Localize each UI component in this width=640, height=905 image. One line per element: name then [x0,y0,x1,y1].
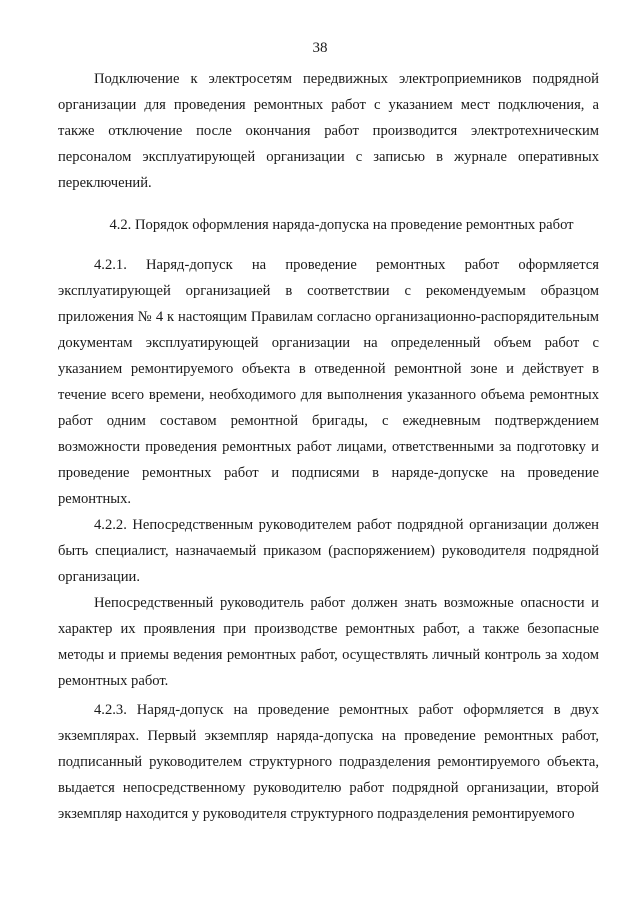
paragraph-4-2-1: 4.2.1. Наряд-допуск на проведение ремонтных работ оформляется эксплуатирующей организацией в соответствии с рекомендуемым образцом приложения № 4 к настоящим Правилам согласно организационно-распорядительным документам эксплуатирующей организации на определенный объем работ с указанием ремонтируемого объекта в отведенной ремонтной зоне и действует в течение всего времени, необходимого для выполнения указанного объема ремонтных работ одним составом ремонтной бригады, с ежедневным подтверждением возможности проведения ремонтных работ лицами, ответственными за подготовку и проведение ремонтных работ и подписями в наряде-допуске на проведение ремонтных. [58,257,599,507]
spacer [58,196,599,212]
paragraph-4-2-3: 4.2.3. Наряд-допуск на проведение ремонтных работ оформляется в двух экземплярах. Первый экземпляр наряда-допуска на проведение ремонтных работ, подписанный руководителем структурного подразделения ремонтируемого объекта, выдается непосредственному руководителю работ подрядной организации, второй экземпляр находится у руководителя структурного подразделения ремонтируемого [58,702,599,822]
paragraph-4-2-2: 4.2.2. Непосредственным руководителем работ подрядной организации должен быть специалист, назначаемый приказом (распоряжением) руководителя подрядной организации. [58,517,599,585]
paragraph-supervisor-duties: Непосредственный руководитель работ должен знать возможные опасности и характер их проявления при производстве ремонтных работ, а также безопасные методы и приемы ведения ремонтных работ, осуществлять личный контроль за ходом ремонтных работ. [58,595,599,689]
paragraph-connection: Подключение к электросетям передвижных электроприемников подрядной организации для проведения ремонтных работ с указанием мест подключения, а также отключение после окончания работ производится электротехническим персоналом эксплуатирующей организации с записью в журнале оперативных переключений. [58,71,599,191]
section-heading: 4.2. Порядок оформления наряда-допуска на проведение ремонтных работ [109,217,574,233]
document-body [58,66,599,827]
page-number: 38 [312,40,328,56]
spacer [58,238,599,252]
